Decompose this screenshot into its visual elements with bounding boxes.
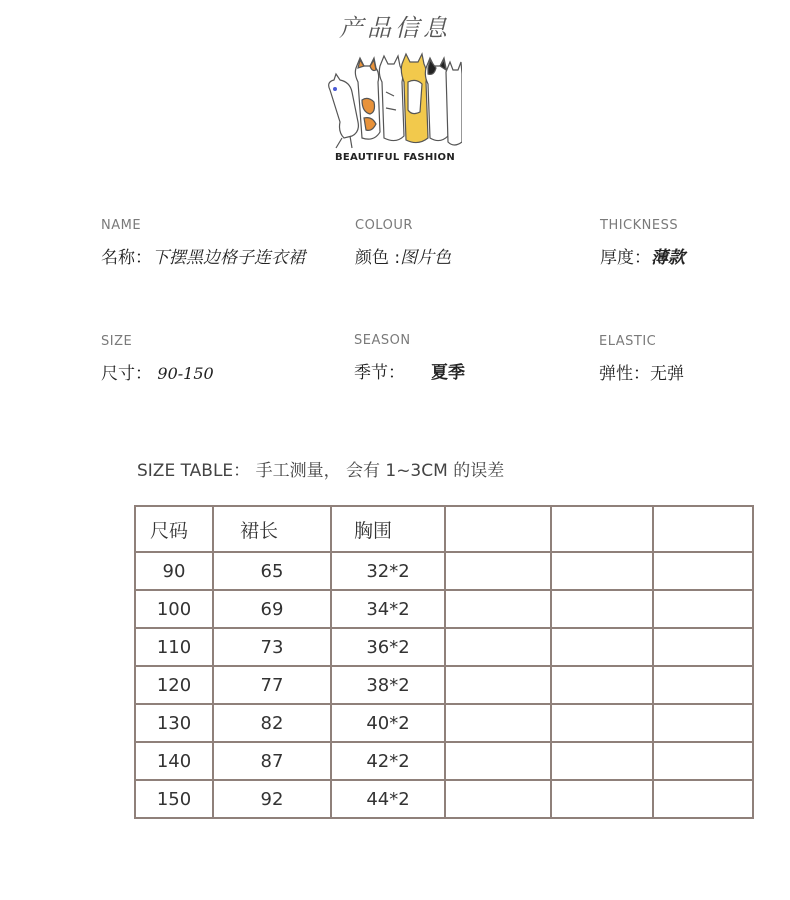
header-empty <box>445 506 551 552</box>
attr-thickness-en: THICKNESS <box>600 218 679 233</box>
cell-bust: 36*2 <box>331 628 445 666</box>
cell-size: 150 <box>135 780 213 818</box>
attr-size-label: 尺寸： <box>101 364 152 384</box>
cell-bust: 44*2 <box>331 780 445 818</box>
attr-colour-en: COLOUR <box>355 218 413 233</box>
attr-size <box>101 334 214 384</box>
attr-elastic <box>599 334 684 384</box>
attr-season <box>354 333 465 383</box>
header-size: 尺码 <box>135 506 213 552</box>
attr-thickness-label: 厚度： <box>600 248 651 268</box>
cell-empty <box>551 704 653 742</box>
table-row <box>135 742 753 780</box>
cell-empty <box>551 780 653 818</box>
size-table <box>134 505 754 819</box>
cell-length: 65 <box>213 552 331 590</box>
cell-empty <box>653 628 753 666</box>
cell-size: 90 <box>135 552 213 590</box>
cell-empty <box>551 742 653 780</box>
attr-elastic-value: 无弹 <box>650 364 684 384</box>
attr-name-en: NAME <box>101 218 142 233</box>
header-empty <box>551 506 653 552</box>
cell-empty <box>551 590 653 628</box>
cell-length: 92 <box>213 780 331 818</box>
size-table-caption: SIZE TABLE： 手工测量， 会有 1~3CM 的误差 <box>137 461 505 481</box>
header-bust: 胸围 <box>331 506 445 552</box>
cell-length: 69 <box>213 590 331 628</box>
cell-empty <box>653 780 753 818</box>
table-header-row <box>135 506 753 552</box>
cell-empty <box>653 704 753 742</box>
cell-empty <box>445 704 551 742</box>
cell-empty <box>653 590 753 628</box>
attr-thickness <box>600 218 685 268</box>
cell-bust: 34*2 <box>331 590 445 628</box>
cell-bust: 38*2 <box>331 666 445 704</box>
cell-empty <box>445 742 551 780</box>
attr-season-en: SEASON <box>354 333 411 348</box>
attr-season-value: 夏季 <box>431 363 465 383</box>
table-row <box>135 780 753 818</box>
attr-size-value: 90-150 <box>157 364 214 383</box>
attr-thickness-value: 薄款 <box>651 248 685 268</box>
cell-empty <box>445 666 551 704</box>
cell-length: 73 <box>213 628 331 666</box>
cell-empty <box>551 628 653 666</box>
attr-name <box>101 218 305 268</box>
attr-name-label: 名称： <box>101 248 152 268</box>
table-row <box>135 666 753 704</box>
header-length: 裙长 <box>213 506 331 552</box>
attr-name-value: 下摆黑边格子连衣裙 <box>152 248 305 268</box>
cell-empty <box>445 628 551 666</box>
cell-empty <box>445 552 551 590</box>
table-row <box>135 552 753 590</box>
brand-name: BEAUTIFUL FASHION <box>334 152 456 163</box>
attr-colour-value: 图片色 <box>400 248 452 268</box>
cell-size: 100 <box>135 590 213 628</box>
cell-length: 77 <box>213 666 331 704</box>
cell-size: 140 <box>135 742 213 780</box>
cell-empty <box>653 666 753 704</box>
cell-empty <box>653 552 753 590</box>
cell-bust: 40*2 <box>331 704 445 742</box>
cell-length: 87 <box>213 742 331 780</box>
header-empty <box>653 506 753 552</box>
cell-empty <box>551 666 653 704</box>
cell-empty <box>653 742 753 780</box>
attr-elastic-en: ELASTIC <box>599 334 657 349</box>
cell-size: 110 <box>135 628 213 666</box>
attr-colour-label: 颜色 : <box>355 248 401 268</box>
cell-size: 130 <box>135 704 213 742</box>
attr-size-en: SIZE <box>101 334 133 349</box>
cell-size: 120 <box>135 666 213 704</box>
cell-length: 82 <box>213 704 331 742</box>
cell-bust: 42*2 <box>331 742 445 780</box>
table-row <box>135 590 753 628</box>
page-title: 产品信息 <box>339 14 451 42</box>
table-row <box>135 704 753 742</box>
table-row <box>135 628 753 666</box>
cell-empty <box>551 552 653 590</box>
cell-empty <box>445 780 551 818</box>
attr-elastic-label: 弹性： <box>599 364 650 384</box>
attr-colour <box>355 218 451 268</box>
attr-season-label: 季节： <box>354 363 405 383</box>
cell-empty <box>445 590 551 628</box>
cell-bust: 32*2 <box>331 552 445 590</box>
